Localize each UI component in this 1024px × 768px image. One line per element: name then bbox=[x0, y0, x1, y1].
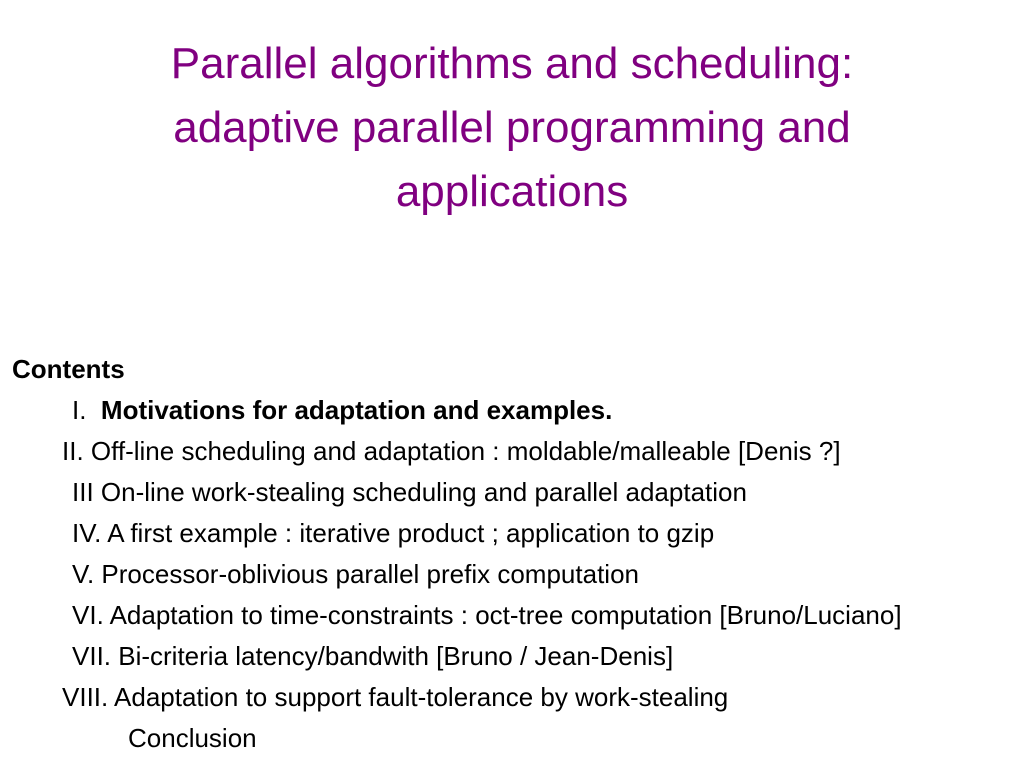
toc-item-1-text: Motivations for adaptation and examples. bbox=[100, 395, 613, 425]
toc-item-7: VII. Bi-criteria latency/bandwith [Bruno / Jean-Denis] bbox=[72, 641, 674, 671]
toc-item-9: Conclusion bbox=[128, 723, 257, 753]
title-line-2: adaptive parallel programming and bbox=[173, 103, 851, 152]
toc-item-6: VI. Adaptation to time-constraints : oct-tree computation [Bruno/Luciano] bbox=[72, 600, 902, 630]
toc-item-5: V. Processor-oblivious parallel prefix computation bbox=[72, 559, 639, 589]
toc-item-3: III On-line work-stealing scheduling and parallel adaptation bbox=[72, 477, 747, 507]
toc-item-4: IV. A first example : iterative product ; application to gzip bbox=[72, 518, 715, 548]
toc-item-1 bbox=[72, 393, 612, 427]
toc-item-2: II. Off-line scheduling and adaptation : moldable/malleable [Denis ?] bbox=[62, 436, 841, 466]
contents-heading: Contents bbox=[12, 354, 125, 384]
toc-item-8: VIII. Adaptation to support fault-tolerance by work-stealing bbox=[62, 682, 729, 712]
title-line-3: applications bbox=[395, 167, 629, 216]
toc-item-1-number: I. bbox=[72, 395, 87, 425]
title-line-1: Parallel algorithms and scheduling: bbox=[170, 39, 854, 88]
slide-title bbox=[0, 32, 1024, 224]
